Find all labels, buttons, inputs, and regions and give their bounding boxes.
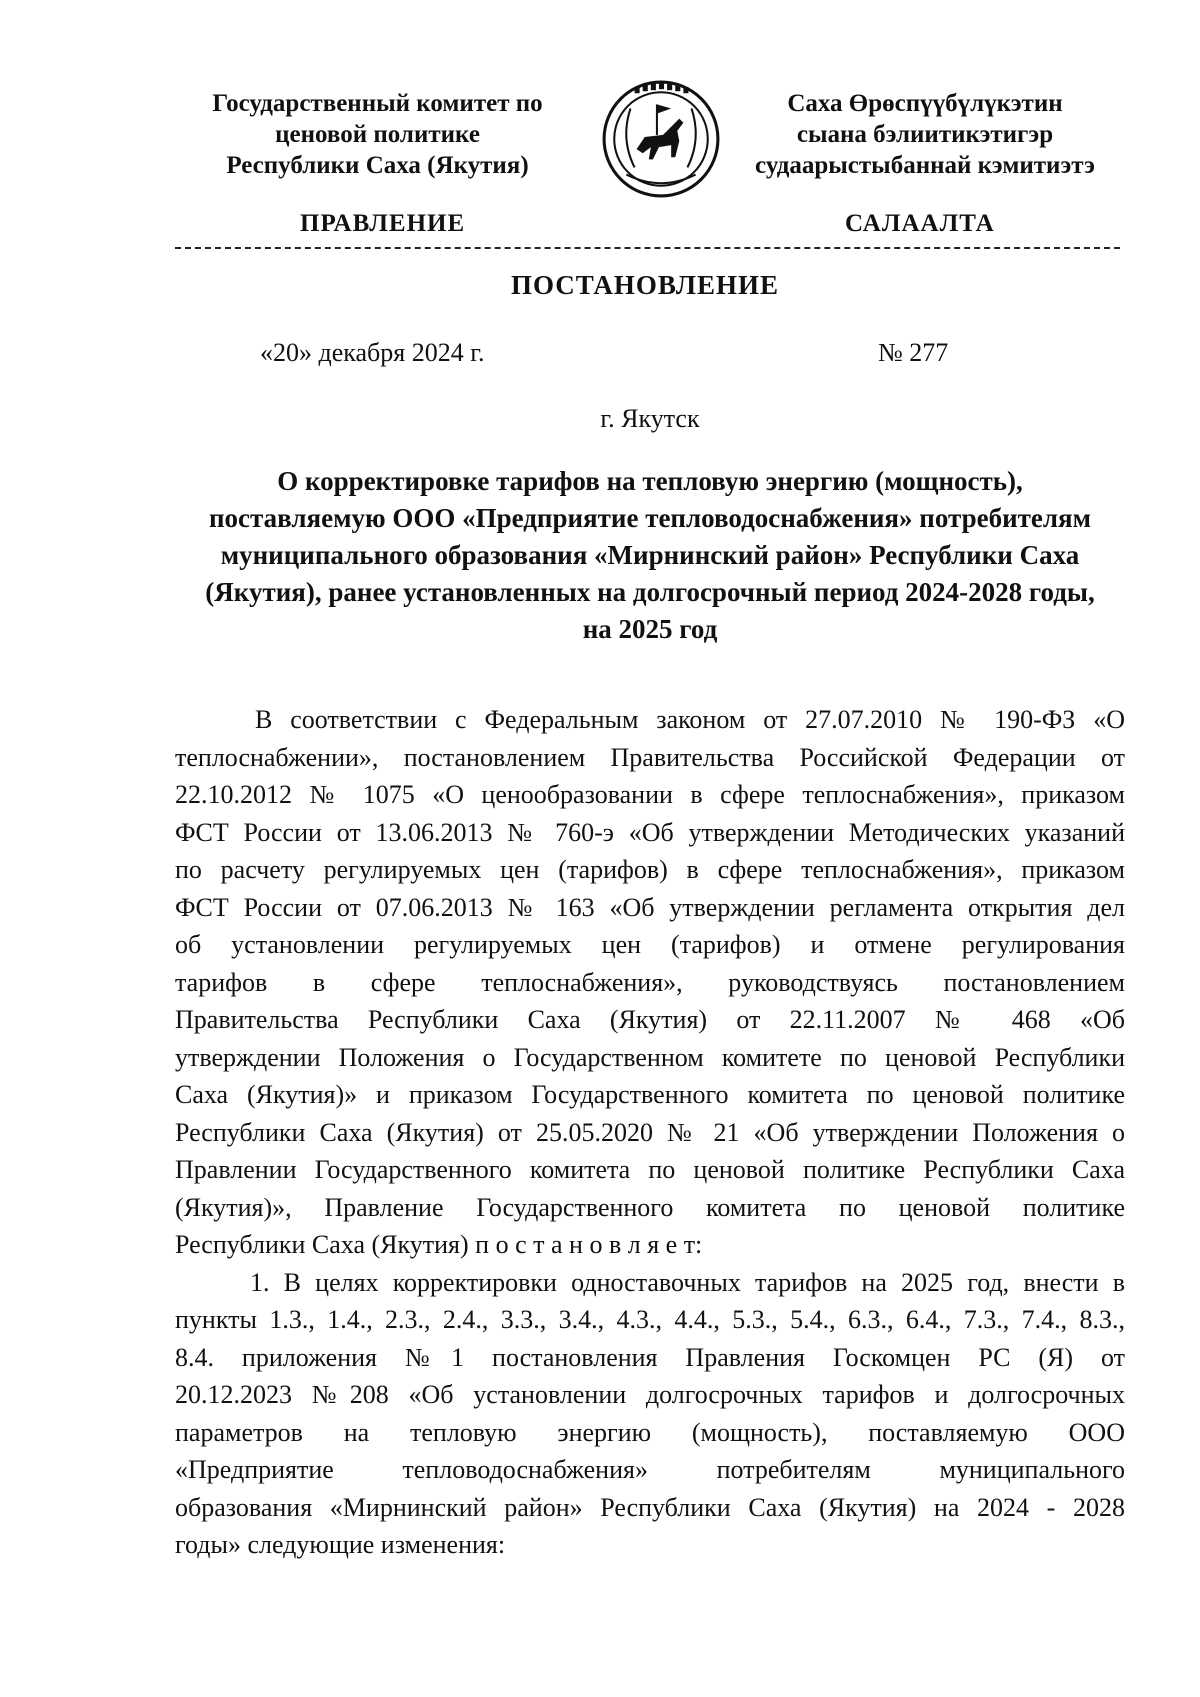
body-line: ФСТ России от 13.06.2013 № 760-э «Об утверждении Методических указаний bbox=[175, 817, 1125, 847]
body-line: Правлении Государственного комитета по ценовой политике Республики Саха bbox=[175, 1155, 1125, 1184]
body-line: пункты 1.3., 1.4., 2.3., 2.4., 3.3., 3.4., 4.3., 4.4., 5.3., 5.4., 6.3., 6.4., 7.3., 7.4., 8.3., bbox=[175, 1305, 1125, 1334]
body-line: 20.12.2023 №208 «Об установлении долгосрочных тарифов и долгосрочных bbox=[175, 1380, 1125, 1409]
body-line: об установлении регулируемых цен (тарифов) и отмене регулирования bbox=[175, 930, 1125, 959]
body-line: тарифов в сфере теплоснабжения», руководствуясь постановлением bbox=[175, 967, 1125, 997]
document-city: г. Якутск bbox=[600, 404, 700, 433]
header-right-line: Саха Өрөспүүбүлүкэтин bbox=[787, 90, 1063, 117]
body-line: утверждении Положения о Государственном комитете по ценовой Республики bbox=[175, 1042, 1125, 1072]
board-label-russian: ПРАВЛЕНИЕ bbox=[300, 210, 466, 237]
header-left-line: ценовой политике bbox=[275, 121, 480, 148]
document-body bbox=[175, 701, 1125, 1564]
subject-line: О корректировке тарифов на тепловую энергию (мощность), bbox=[277, 466, 1023, 496]
header-right-yakut bbox=[720, 88, 1130, 181]
body-line: Саха (Якутия)» и приказом Государственного комитета по ценовой политике bbox=[175, 1080, 1125, 1109]
body-line: (Якутия)», Правление Государственного комитета по ценовой политике bbox=[175, 1192, 1125, 1222]
subject-line: на 2025 год bbox=[582, 614, 718, 644]
body-line: по расчету регулируемых цен (тарифов) в сфере теплоснабжения», приказом bbox=[175, 855, 1125, 884]
header-right-line: судаарыстыбаннай кэмитиэтэ bbox=[755, 152, 1095, 179]
body-line: 8.4. приложения №1 постановления Правления Госкомцен РС (Я) от bbox=[175, 1342, 1125, 1372]
document-subject bbox=[170, 463, 1130, 648]
body-line: ФСТ России от 07.06.2013 № 163 «Об утверждении регламента открытия дел bbox=[175, 892, 1125, 922]
body-line: 1. В целях корректировки одноставочных тарифов на 2025 год, внести в bbox=[250, 1267, 1125, 1297]
body-line: Республики Саха (Якутия) от 25.05.2020 № 21 «Об утверждении Положения о bbox=[175, 1117, 1125, 1147]
subject-line: муниципального образования «Мирнинский район» Республики Саха bbox=[220, 540, 1080, 570]
document-date: «20» декабря 2024 г. bbox=[260, 338, 485, 367]
body-line: теплоснабжении», постановлением Правительства Российской Федерации от bbox=[175, 742, 1125, 772]
subject-line: поставляемую ООО «Предприятие тепловодоснабжения» потребителям bbox=[208, 503, 1092, 533]
body-line: «Предприятие тепловодоснабжения» потребителям муниципального bbox=[175, 1455, 1125, 1484]
body-line: образования «Мирнинский район» Республики Саха (Якутия) на 2024 - 2028 bbox=[175, 1492, 1125, 1522]
subject-line: (Якутия), ранее установленных на долгосрочный период 2024-2028 годы, bbox=[205, 577, 1095, 607]
dashed-divider bbox=[175, 247, 1120, 249]
body-line: Республики Саха (Якутия) п о с т а н о в л я е т: bbox=[175, 1230, 703, 1259]
header-left-russian bbox=[180, 88, 575, 181]
header-left-line: Государственный комитет по bbox=[212, 90, 543, 117]
body-line: Правительства Республики Саха (Якутия) от 22.11.2007 № 468 «Об bbox=[175, 1005, 1125, 1034]
body-line: В соответствии с Федеральным законом от 27.07.2010 № 190-ФЗ «О bbox=[255, 705, 1125, 734]
board-label-yakut: САЛААЛТА bbox=[845, 210, 995, 237]
document-number: № 277 bbox=[878, 338, 949, 367]
coat-of-arms-emblem bbox=[600, 78, 722, 200]
body-line: 22.10.2012 № 1075 «О ценообразовании в сфере теплоснабжения», приказом bbox=[175, 780, 1125, 809]
header-left-line: Республики Саха (Якутия) bbox=[226, 152, 529, 179]
header-right-line: сыана бэлиитикэтигэр bbox=[796, 121, 1054, 148]
document-type-title: ПОСТАНОВЛЕНИЕ bbox=[510, 270, 780, 300]
body-line: годы» следующие изменения: bbox=[175, 1530, 506, 1559]
body-line: параметров на тепловую энергию (мощность), поставляемую ООО bbox=[175, 1417, 1125, 1447]
